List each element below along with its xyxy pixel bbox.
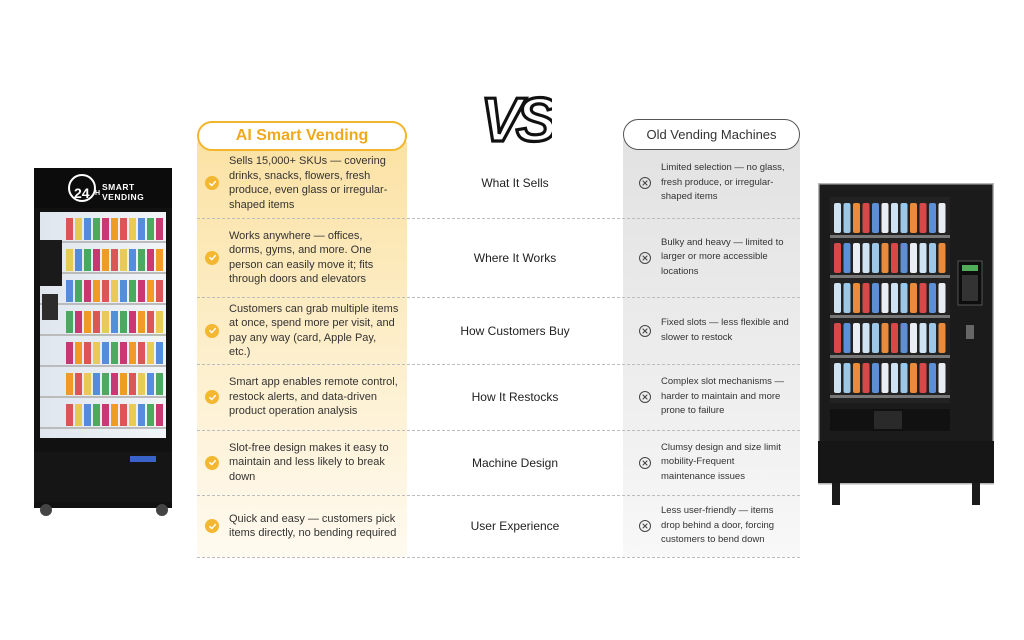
smart-feature-text: Smart app enables remote control, restock alerts, and data-driven product operation analysis xyxy=(229,376,398,418)
old-feature-text: Less user-friendly — items drop behind a door, forcing customers to bend down xyxy=(661,505,775,546)
logo-line-1: SMART xyxy=(102,182,135,192)
old-feature-text: Clumsy design and size limit mobility-Frequent maintenance issues xyxy=(661,441,781,482)
old-row-6 xyxy=(623,495,800,557)
old-vending-title: Old Vending Machines xyxy=(646,127,777,142)
category-label: Machine Design xyxy=(471,455,559,470)
smart-feature-text: Works anywhere — offices, dorms, gyms, and more. One person can easily move it; fits through doors and elevators xyxy=(229,229,374,285)
old-feature-text: Limited selection — no glass, fresh produce, or irregular-shaped items xyxy=(661,162,785,203)
logo-h: H xyxy=(95,190,101,197)
x-circle-icon xyxy=(639,252,651,264)
smart-feature-text: Quick and easy — customers pick items directly, no bending required xyxy=(229,512,397,539)
old-row-3 xyxy=(623,297,800,364)
smart-machine-logo xyxy=(70,178,170,206)
logo-line-2: VENDING xyxy=(102,192,145,202)
x-circle-icon xyxy=(639,325,651,337)
smart-row-4 xyxy=(197,364,407,430)
vs-logo xyxy=(480,85,552,157)
check-circle-icon xyxy=(205,456,219,470)
smart-row-1 xyxy=(197,148,407,218)
smart-row-2 xyxy=(197,218,407,297)
smart-vending-machine-image xyxy=(30,168,176,518)
smart-row-3 xyxy=(197,297,407,364)
x-circle-icon xyxy=(639,457,651,469)
old-feature-text: Bulky and heavy — limited to larger or more accessible locations xyxy=(661,236,784,277)
category-label: What It Sells xyxy=(481,176,549,190)
old-feature-text: Complex slot mechanisms — harder to maintain and more prone to failure xyxy=(661,376,785,417)
smart-vending-title: AI Smart Vending xyxy=(235,127,369,144)
old-row-2 xyxy=(623,218,800,297)
check-circle-icon xyxy=(205,390,219,404)
vs-text: VS xyxy=(480,86,552,155)
x-circle-icon xyxy=(639,177,651,189)
check-circle-icon xyxy=(205,251,219,265)
row-divider xyxy=(197,557,800,558)
smart-feature-text: Customers can grab multiple items at once, spend more per visit, and pay any way (card, Apple Pay, etc.) xyxy=(229,302,399,358)
smart-row-6 xyxy=(197,495,407,557)
category-label: User Experience xyxy=(470,519,560,533)
check-circle-icon xyxy=(205,176,219,190)
category-label: How It Restocks xyxy=(471,390,559,404)
old-row-5 xyxy=(623,430,800,495)
check-circle-icon xyxy=(205,519,219,533)
old-row-1 xyxy=(623,148,800,218)
old-row-4 xyxy=(623,364,800,430)
smart-feature-text: Sells 15,000+ SKUs — covering drinks, snacks, flowers, fresh produce, even glass or irregular-shaped items xyxy=(229,155,388,211)
category-label: How Customers Buy xyxy=(460,323,570,338)
x-circle-icon xyxy=(639,520,651,532)
category-label: Where It Works xyxy=(473,250,557,265)
smart-row-5 xyxy=(197,430,407,495)
smart-feature-text: Slot-free design makes it easy to maintain and less likely to break down xyxy=(229,441,389,483)
old-vending-header xyxy=(623,119,800,150)
check-circle-icon xyxy=(205,324,219,338)
old-feature-text: Fixed slots — less flexible and slower to restock xyxy=(661,317,789,343)
x-circle-icon xyxy=(639,391,651,403)
old-vending-machine-image xyxy=(818,183,994,505)
smart-vending-header xyxy=(197,121,407,151)
logo-number: 24 xyxy=(74,185,90,201)
